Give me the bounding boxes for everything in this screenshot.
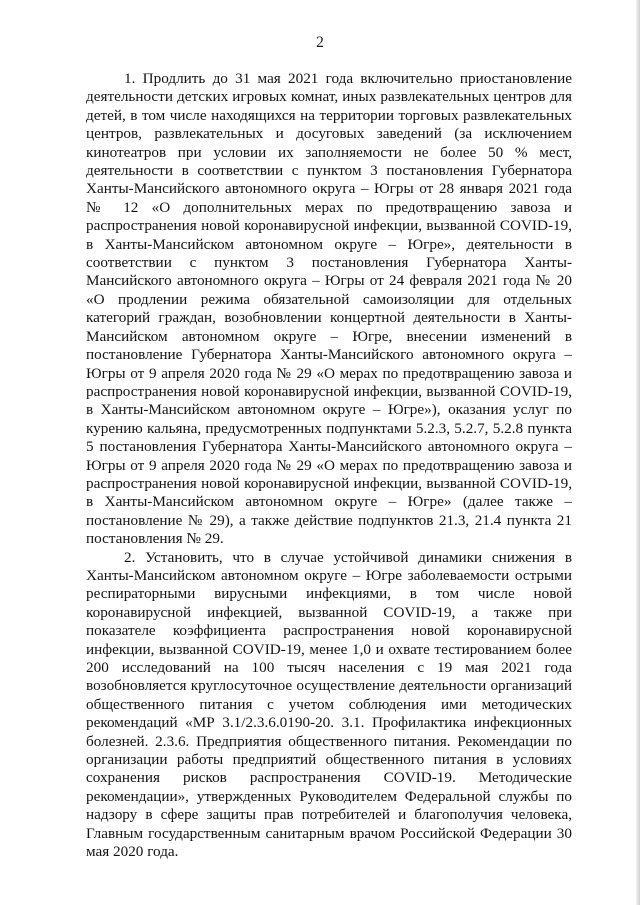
paragraph-2: 2. Установить, что в случае устойчивой динамики снижения в Ханты-Мансийском автономном округе – Югре заболеваемости острыми респираторными вирусными инфекциями, в том числе новой коронавирусной инфекцией, вызванной COVID-19, а также при показателе коэффициента распространения новой коронавирусной инфекции, вызванной COVID-19, менее 1,0 и охвате тестированием более 200 исследований на 100 тысяч населения с 19 мая 2021 года возобновляется круглосуточное осуществление деятельности организаций общественного питания с учетом соблюдения ими методических рекомендаций «МР 3.1/2.3.6.0190-20. 3.1. Профилактика инфекционных болезней. 2.3.6. Предприятия общественного питания. Рекомендации по организации работы предприятий общественного питания в условиях сохранения рисков распространения COVID-19. Методические рекомендации», утвержденных Руководителем Федеральной службы по надзору в сфере защиты прав потребителей и благополучия человека, Главным государственным санитарным врачом Российской Федерации 30 мая 2020 года. [86,548,572,861]
page-number: 2 [316,34,324,51]
scan-edge-shadow [636,0,640,905]
document-body [86,70,572,861]
paragraph-1: 1. Продлить до 31 мая 2021 года включительно приостановление деятельности детских игровых комнат, иных развлекательных центров для детей, в том числе находящихся на территории торговых развлекательных центров, развлекательных и досуговых заведений (за исключением кинотеатров при условии их заполняемости не более 50 % мест, деятельности в соответствии с пунктом 3 постановления Губернатора Ханты-Мансийского автономного округа – Югры от 28 января 2021 года № 12 «О дополнительных мерах по предотвращению завоза и распространения новой коронавирусной инфекции, вызванной COVID-19, в Ханты-Мансийском автономном округе – Югре», деятельности в соответствии с пунктом 3 постановления Губернатора Ханты-Мансийского автономного округа – Югры от 24 февраля 2021 года № 20 «О продлении режима обязательной самоизоляции для отдельных категорий граждан, возобновлении концертной деятельности в Ханты-Мансийском автономном округе – Югре, внесении изменений в постановление Губернатора Ханты-Мансийского автономного округа – Югры от 9 апреля 2020 года № 29 «О мерах по предотвращению завоза и распространения новой коронавирусной инфекции, вызванной COVID-19, в Ханты-Мансийском автономном округе – Югре»), оказания услуг по курению кальяна, предусмотренных подпунктами 5.2.3, 5.2.7, 5.2.8 пункта 5 постановления Губернатора Ханты-Мансийского автономного округа – Югры от 9 апреля 2020 года № 29 «О мерах по предотвращению завоза и распространения новой коронавирусной инфекции, вызванной COVID-19, в Ханты-Мансийском автономном округе – Югре» (далее также – постановление № 29), а также действие подпунктов 21.3, 21.4 пункта 21 постановления № 29. [86,70,572,548]
